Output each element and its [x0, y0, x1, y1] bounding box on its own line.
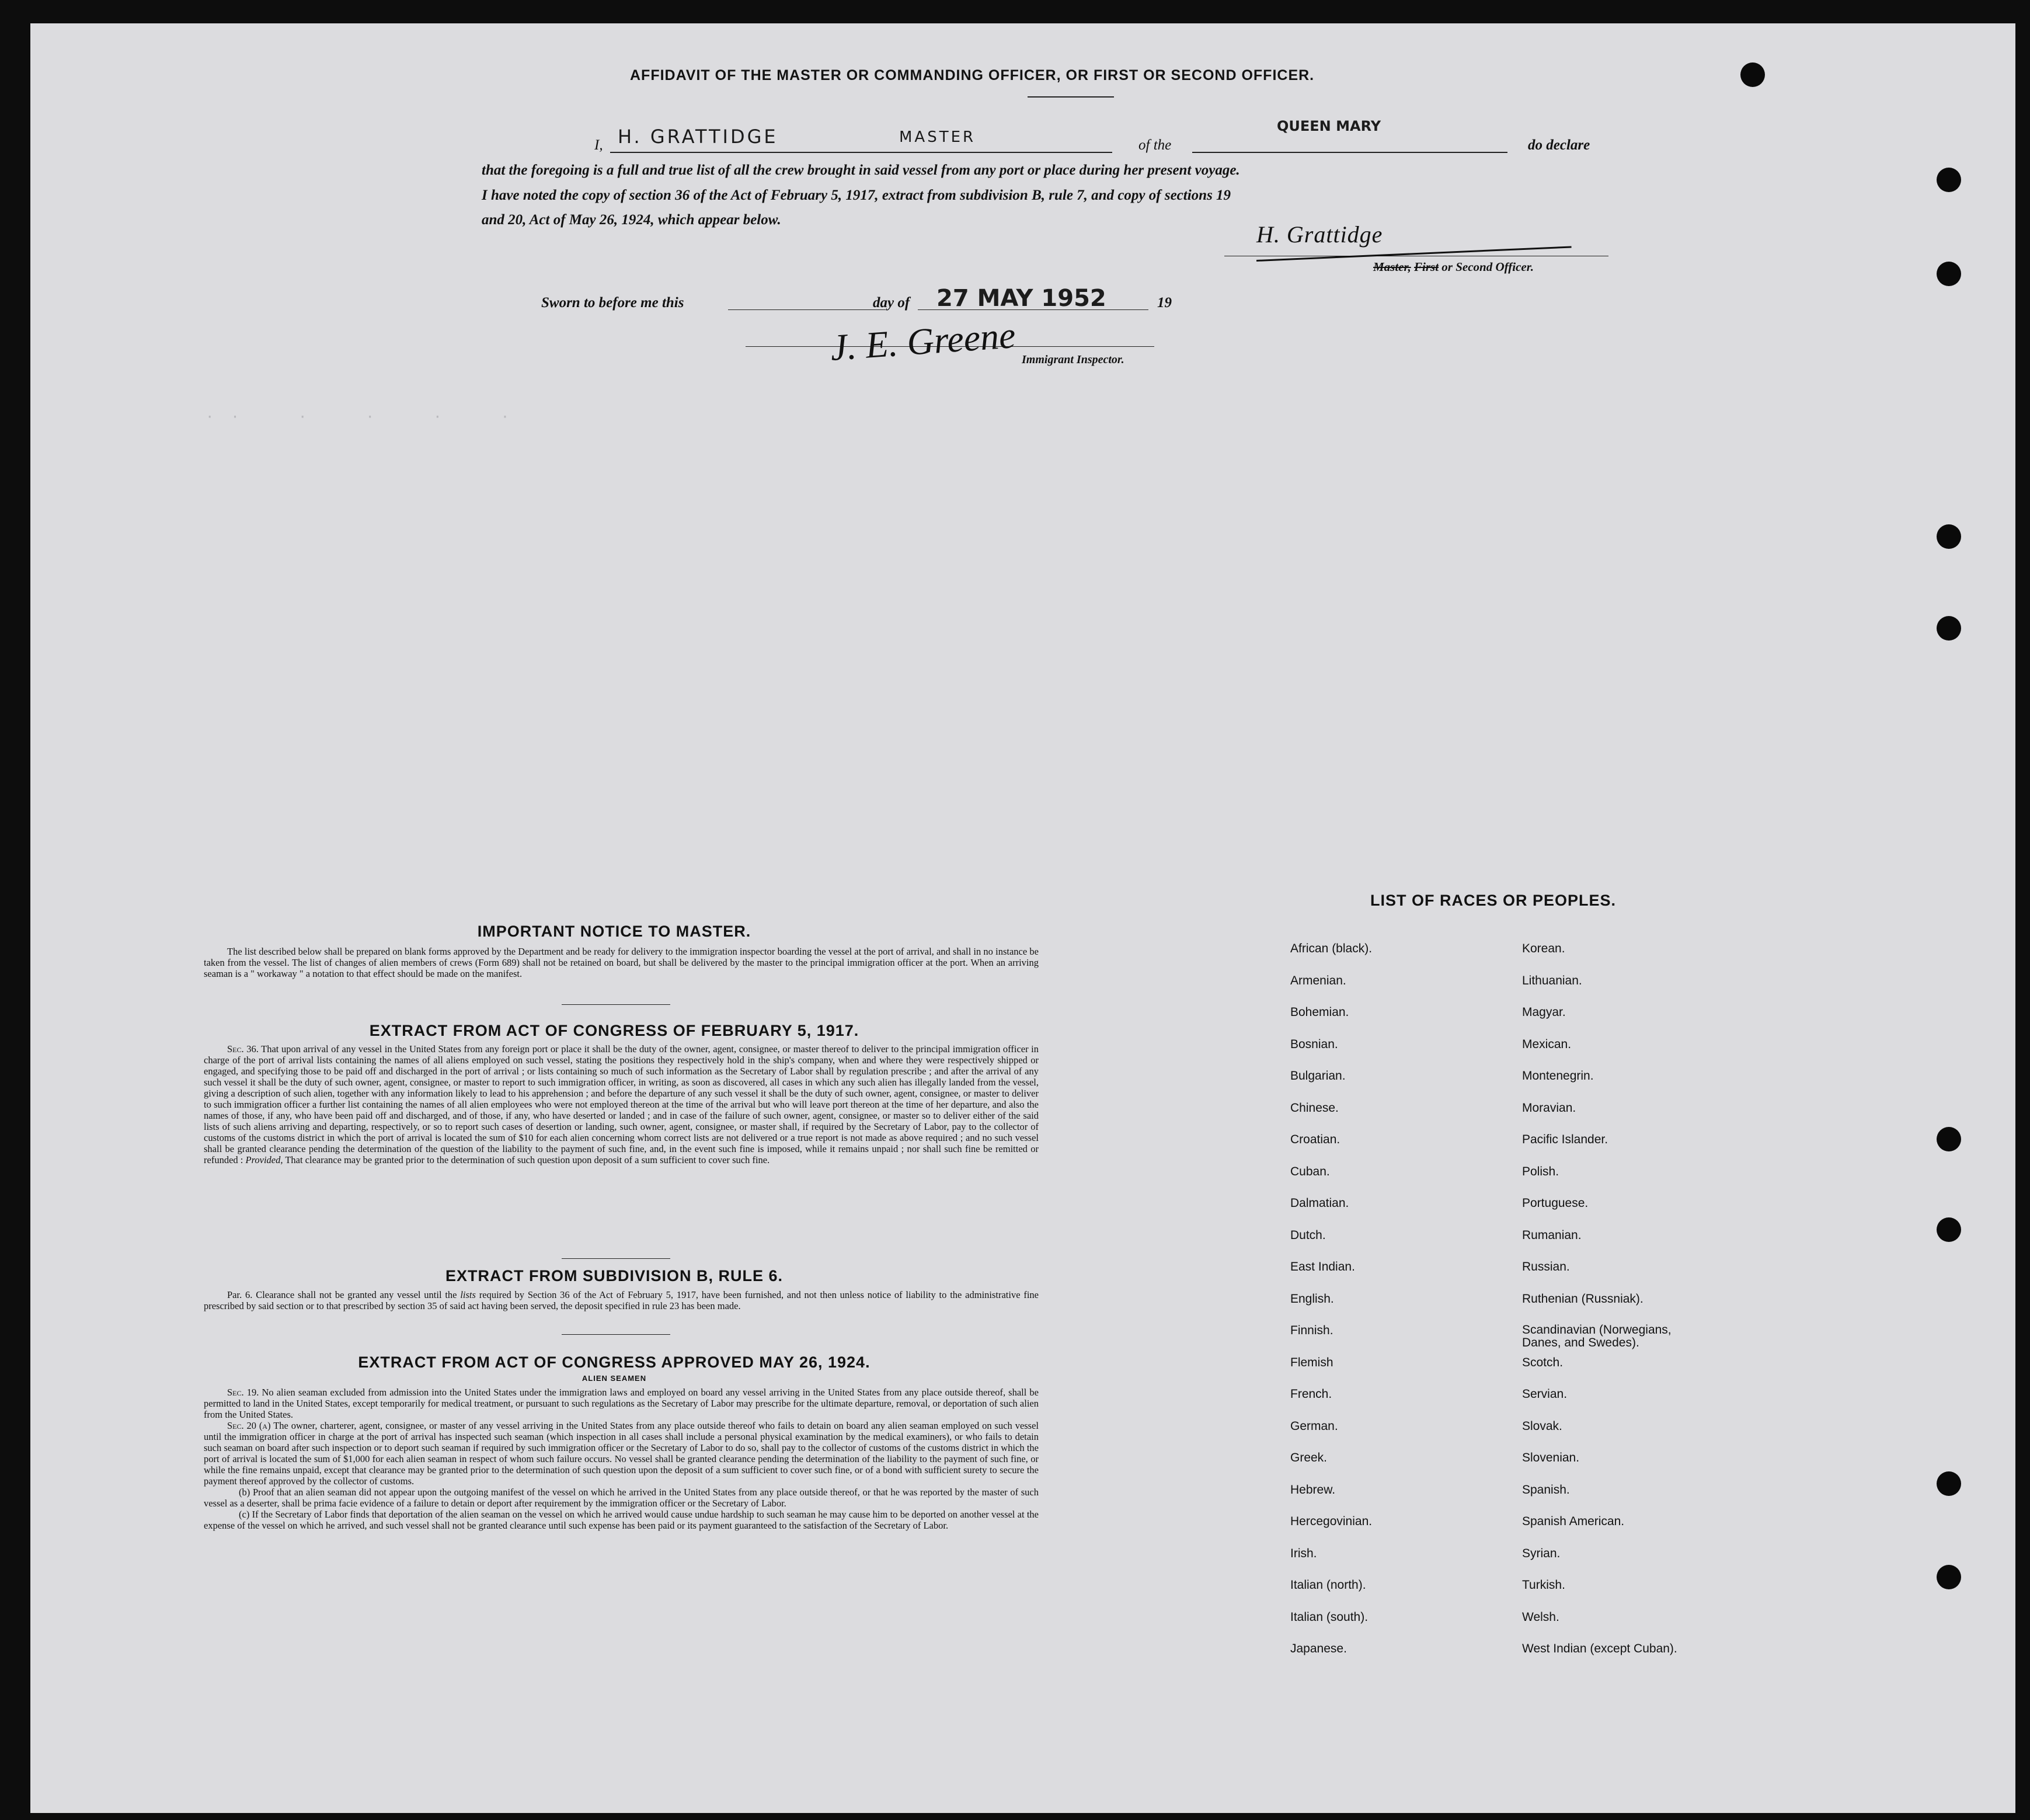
race-item: Pacific Islander.: [1522, 1133, 1608, 1146]
rule-6-divider: [562, 1334, 670, 1335]
rule-6-body-a: Clearance shall not be granted any vessel until the: [256, 1289, 457, 1300]
lists-word: lists: [460, 1289, 476, 1300]
race-item: Mexican.: [1522, 1037, 1572, 1051]
vessel-name-stamp: QUEEN MARY: [1277, 118, 1381, 134]
sec-36-label: Sec. 36.: [227, 1043, 259, 1055]
race-item: African (black).: [1290, 942, 1373, 955]
sworn-day-line: [728, 309, 886, 310]
bleed-through-text: · · · · · ·: [206, 409, 510, 425]
race-item: Servian.: [1522, 1387, 1568, 1401]
notice-text: [204, 946, 1039, 979]
sec-20c-label: (c): [239, 1509, 250, 1520]
race-item: West Indian (except Cuban).: [1522, 1642, 1677, 1655]
race-item: Armenian.: [1290, 973, 1346, 987]
extract-1924-text: [204, 1387, 1039, 1531]
race-item: Italian (south).: [1290, 1610, 1369, 1624]
race-item: Hebrew.: [1290, 1483, 1336, 1497]
day-of-label: day of: [873, 295, 910, 311]
race-item: Bulgarian.: [1290, 1069, 1346, 1083]
race-item: Irish.: [1290, 1546, 1317, 1560]
officer-signature: H. Grattidge: [1256, 221, 1383, 248]
race-item: Scotch.: [1522, 1355, 1564, 1369]
rule-6-title: EXTRACT FROM SUBDIVISION B, RULE 6.: [445, 1267, 784, 1285]
punch-hole: [1740, 62, 1765, 87]
race-item: East Indian.: [1290, 1260, 1355, 1273]
race-item: German.: [1290, 1419, 1338, 1433]
race-item: Cuban.: [1290, 1164, 1330, 1178]
punch-hole: [1937, 168, 1961, 192]
officer-rank-handwritten: MASTER: [899, 128, 976, 146]
race-item: Dalmatian.: [1290, 1196, 1349, 1210]
race-item: Lithuanian.: [1522, 973, 1582, 987]
sec-36-body: That upon arrival of any vessel in the United States from any foreign port or place it shall be the duty of the owner, agent, consignee, or master thereof to deliver to the principal immigration officer in charge of the port of arrival lists containing the names of all aliens employed on such vessel, stating the positions they respectively hold in the ship's company, when and where they were respectively shipped or engaged, and specifying those to be paid off and discharged in the port of arrival ; or lists containing so much of such information as the Secretary of Labor shall by regulation prescribe ; and after the arrival of any such vessel it shall be the duty of such owner, agent, consignee, or master to report to such immigration officer, in writing, as soon as discovered, all cases in which any such alien has illegally landed from the vessel, giving a description of such alien, together with any information likely to lead to his apprehension ; and before the departure of any such vessel it shall be the duty of such owner, agent, consignee, or master to deliver to such immigration officer a further list containing the names of all alien employees who were not employed thereon at the time of the arrival but who will leave port thereon at the time of her departure, and also the names of those, if any, who have been paid off and discharged, and of those, if any, who have deserted or landed ; and in case of the failure of such owner, agent, consignee, or master so to deliver either of the said lists of such aliens arriving and departing, respectively, or so to report such cases of desertion or landing, such owner, agent, consignee, or master shall, if required by the Secretary of Labor, pay to the collector of customs of the customs district in which the port of arrival is located the sum of $10 for each alien concerning whom correct lists are not delivered or a true report is not made as above required ; and no such vessel shall be granted clearance pending the determination of the question of the liability to the payment of such fine, and, in the event such fine is imposed, while it remains unpaid ; nor shall such fine be remitted or refunded :: [204, 1043, 1039, 1165]
declaration-line-3: and 20, Act of May 26, 1924, which appear below.: [482, 212, 781, 228]
sec-36-end: That clearance may be granted prior to the determination of such question upon deposit of a sum sufficient to cover such fine.: [285, 1154, 770, 1165]
race-item: Bosnian.: [1290, 1037, 1338, 1051]
sec-20b-label: (b): [239, 1487, 250, 1498]
sec-20c-body: If the Secretary of Labor finds that deportation of the alien seaman on the vessel on which he arrived would cause undue hardship to such seaman he may cause him to be deported on another vessel at the expense of the vessel on which he arrived, and such vessel shall not be granted clearance until such expense has been paid or its payment guaranteed to the satisfaction of the Secretary of Labor.: [204, 1509, 1039, 1531]
punch-hole: [1937, 1565, 1961, 1589]
inspector-signature: J. E. Greene: [828, 314, 1017, 368]
race-item: Italian (north).: [1290, 1578, 1366, 1592]
declaration-line-1: that the foregoing is a full and true list of all the crew brought in said vessel from any port or place during her present voyage.: [482, 162, 1240, 178]
race-item: Russian.: [1522, 1260, 1570, 1273]
race-item: Scandinavian (Norwegians, Danes, and Swedes).: [1522, 1323, 1672, 1349]
race-item: Japanese.: [1290, 1642, 1347, 1655]
race-item: Finnish.: [1290, 1324, 1333, 1337]
sec-20a-label: Sec. 20 (a): [227, 1420, 271, 1431]
inspector-label: Immigrant Inspector.: [1022, 353, 1124, 366]
race-item: Polish.: [1522, 1164, 1559, 1178]
race-item: Slovenian.: [1522, 1451, 1580, 1464]
race-item: Bohemian.: [1290, 1005, 1349, 1019]
race-item: Croatian.: [1290, 1133, 1340, 1146]
punch-hole: [1937, 1471, 1961, 1496]
race-item: Hercegovinian.: [1290, 1515, 1373, 1528]
race-item: Greek.: [1290, 1451, 1328, 1464]
sec-20c-paragraph: [204, 1509, 1039, 1531]
sec-20b-paragraph: [204, 1487, 1039, 1509]
sec-20b-body: Proof that an alien seaman did not appear upon the outgoing manifest of the vessel on which he arrived in the United States from any place outside thereof, or that he was reported by the master of such vessel as a deserter, shall be prima facie evidence of a failure to detain or deport after requirement by the immigration officer or the Secretary of Labor.: [204, 1487, 1039, 1509]
vessel-line: [1192, 152, 1507, 153]
punch-hole: [1937, 524, 1961, 549]
race-item: Slovak.: [1522, 1419, 1562, 1433]
declaration-line-2: I have noted the copy of section 36 of the Act of February 5, 1917, extract from subdivision B, rule 7, and copy of sections 19: [482, 187, 1231, 203]
races-title: LIST OF RACES OR PEOPLES.: [1370, 892, 1617, 909]
race-item: Syrian.: [1522, 1546, 1561, 1560]
title-underline: [1028, 96, 1114, 98]
race-item: Dutch.: [1290, 1228, 1326, 1242]
race-item: Spanish.: [1522, 1483, 1570, 1497]
extract-1924-title: EXTRACT FROM ACT OF CONGRESS APPROVED MAY 26, 1924.: [358, 1353, 871, 1371]
notice-divider: [562, 1004, 670, 1005]
notice-title: IMPORTANT NOTICE TO MASTER.: [477, 923, 751, 940]
sec-19-paragraph: [204, 1387, 1039, 1420]
race-item: Spanish American.: [1522, 1515, 1625, 1528]
alien-seamen-subtitle: ALIEN SEAMEN: [582, 1374, 647, 1383]
officer-title-label: [1373, 260, 1534, 274]
races-left-column: [1290, 942, 1372, 1674]
of-the-label: of the: [1138, 137, 1172, 153]
race-item: Montenegrin.: [1522, 1069, 1594, 1083]
sworn-label: Sworn to before me this: [541, 295, 684, 311]
races-right-column: [1522, 942, 1697, 1674]
extract-1917-text: [204, 1043, 1039, 1165]
punch-hole: [1937, 1127, 1961, 1151]
rule-6-text: [204, 1289, 1039, 1311]
race-item: Turkish.: [1522, 1578, 1565, 1592]
do-declare-label: do declare: [1528, 137, 1590, 153]
punch-hole: [1937, 1217, 1961, 1242]
document-page: [30, 23, 2015, 1813]
race-item: Chinese.: [1290, 1101, 1339, 1115]
extract-1917-title: EXTRACT FROM ACT OF CONGRESS OF FEBRUARY 5, 1917.: [369, 1022, 859, 1039]
race-item: Magyar.: [1522, 1005, 1566, 1019]
race-item: Welsh.: [1522, 1610, 1559, 1624]
race-item: English.: [1290, 1292, 1334, 1306]
sec-20a-paragraph: [204, 1420, 1039, 1487]
year-prefix: 19: [1157, 295, 1172, 311]
affidavit-title: AFFIDAVIT OF THE MASTER OR COMMANDING OFFICER, OR FIRST OR SECOND OFFICER.: [630, 67, 1315, 83]
first-struck: First: [1414, 260, 1439, 274]
sec-19-body: No alien seaman excluded from admission into the United States under the immigration laws and employed on board any vessel arriving in the United States from any place outside thereof, shall be permitted to land in the United States, except temporarily for medical treatment, or pursuant to such regulations as the Secretary of Labor may prescribe for the ultimate departure, removal, or deportation of such alien from the United States.: [204, 1387, 1039, 1420]
proviso-word: Provided,: [245, 1154, 283, 1165]
race-item: Rumanian.: [1522, 1228, 1582, 1242]
officer-title-rest: or Second Officer.: [1441, 260, 1534, 274]
punch-hole: [1937, 262, 1961, 286]
extract-1917-divider: [562, 1258, 670, 1259]
sec-19-label: Sec. 19.: [227, 1387, 259, 1398]
name-line: [610, 152, 1112, 153]
race-item: Portuguese.: [1522, 1196, 1589, 1210]
master-struck: Master,: [1373, 260, 1411, 274]
par-6-label: Par. 6.: [227, 1289, 253, 1300]
race-item: Ruthenian (Russniak).: [1522, 1292, 1644, 1306]
race-item: Korean.: [1522, 942, 1565, 955]
race-item: Moravian.: [1522, 1101, 1576, 1115]
date-stamp: 27 MAY 1952: [936, 285, 1106, 312]
race-item: Flemish: [1290, 1355, 1333, 1369]
punch-hole: [1937, 616, 1961, 641]
rule-6-body-b: required by Section 36 of the Act of February 5, 1917, have been furnished, and not then unless notice of liability to the administrative fine prescribed by said section or to that prescribed by section 35 of said act having been served, the deposit specified in rule 23 has been made.: [204, 1289, 1039, 1311]
affidavit-i: I,: [594, 137, 603, 153]
race-item: French.: [1290, 1387, 1332, 1401]
notice-body: The list described below shall be prepared on blank forms approved by the Department and be ready for delivery to the immigration inspector boarding the vessel at the port of arrival, and shall in no instance be taken from the vessel. The list of changes of alien members of crews (Form 689) shall not be retained on board, but shall be delivered by the master to the principal immigration officer at the port. When an arriving seaman is a " workaway " a notation to that effect should be made on the manifest.: [204, 946, 1039, 979]
sec-20a-body: The owner, charterer, agent, consignee, or master of any vessel arriving in the United States from any place outside thereof who fails to detain on board any alien seaman employed on such vessel until the immigration officer in charge at the port of arrival has inspected such seaman (which inspection in all cases shall include a personal physical examination by the medical examiners), or who fails to detain such seaman on board after such inspection or to deport such seaman if required by such immigration officer or the Secretary of Labor to do so, shall pay to the collector of customs of the customs district in which the port of arrival is located the sum of $1,000 for each alien seaman in respect of whom such failure occurs. No vessel shall be granted clearance pending the determination of the liability to the payment of such fine, or while the fine remains unpaid, except that clearance may be granted prior to the determination of such question upon the deposit of a sum sufficient to cover such fine, or of a bond with sufficient surety to secure the payment thereof approved by the collector of customs.: [204, 1420, 1039, 1487]
officer-name-handwritten: H. GRATTIDGE: [618, 126, 778, 148]
